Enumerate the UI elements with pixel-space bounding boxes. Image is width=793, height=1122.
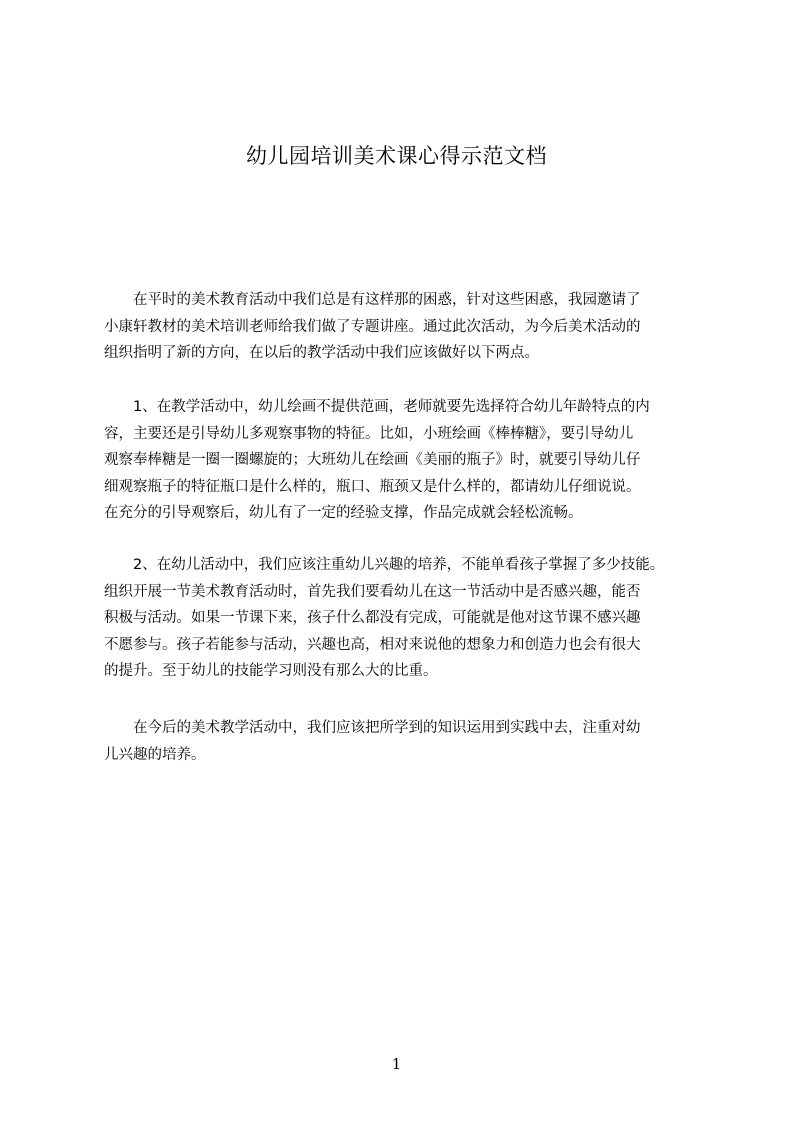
page-number: 1 [391, 1055, 402, 1073]
text-line: 在平时的美术教育活动中我们总是有这样那的困惑，针对这些困惑，我园邀请了 [104, 292, 641, 308]
text-line: 2、在幼儿活动中，我们应该注重幼儿兴趣的培养，不能单看孩子掌握了多少技能。 [104, 557, 665, 573]
text-line: 不愿参与。孩子若能参与活动，兴趣也高，相对来说他的想象力和创造力也会有很大 [104, 636, 641, 653]
paragraph-point-2 [104, 552, 734, 685]
text-line: 儿兴趣的培养。 [104, 746, 206, 763]
text-line: 小康轩教材的美术培训老师给我们做了专题讲座。通过此次活动，为今后美术活动的 [104, 318, 641, 335]
paragraph-point-1 [104, 394, 734, 527]
paragraph-intro [104, 287, 734, 367]
text-line: 细观察瓶子的特征瓶口是什么样的，瓶口、瓶颈又是什么样的，都请幼儿仔细说说。 [104, 478, 641, 495]
text-line: 在今后的美术教学活动中，我们应该把所学到的知识运用到实践中去，注重对幼 [104, 720, 641, 736]
document-title: 幼儿园培训美术课心得示范文档 [246, 144, 547, 168]
text-line: 1、在教学活动中，幼儿绘画不提供范画，老师就要先选择符合幼儿年龄特点的内 [104, 399, 650, 415]
text-line: 观察奉棒糖是一圈一圈螺旋的；大班幼儿在绘画《美丽的瓶子》时，就要引导幼儿仔 [104, 452, 641, 468]
text-line: 容，主要还是引导幼儿多观察事物的特征。比如，小班绘画《棒棒糖》，要引导幼儿 [104, 425, 634, 442]
text-line: 在充分的引导观察后，幼儿有了一定的经验支撑，作品完成就会轻松流畅。 [104, 505, 583, 521]
text-line: 组织开展一节美术教育活动时，首先我们要看幼儿在这一节活动中是否感兴趣，能否 [104, 583, 641, 600]
text-line: 组织指明了新的方向，在以后的教学活动中我们应该做好以下两点。 [104, 345, 539, 361]
text-line: 的提升。至于幼儿的技能学习则没有那么大的比重。 [104, 663, 438, 679]
paragraph-conclusion [104, 715, 734, 768]
text-line: 积极与活动。如果一节课下来，孩子什么都没有完成，可能就是他对这节课不感兴趣 [104, 610, 641, 626]
